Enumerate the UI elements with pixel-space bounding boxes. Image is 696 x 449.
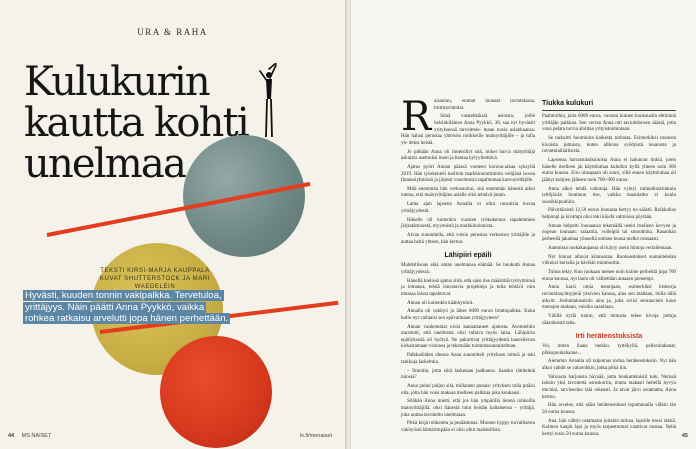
paragraph: Lapsensa harrastuksikuluista Anna ei halunnut tinkiä, joten hänelle itselleen jäi käyttörahaa kuluihin kyllä yhteen noin 300 euroa kuussa. Eiro uimapaan oli suuri, sillä ennen käyttörahaa oli jäänyt kuhjien jälkeen noin 700–900 euroa.	[542, 157, 676, 183]
paragraph: Siinä vaiatehkiksiä asioista, joille helsinkiläinen Anna Pyykkö, 38, saa nyt hyvästit yrityksensä tarvoittele- maan uusia asiakkaansa. Hän halusi perustaa yhteisön roiikkeille mainyrittäjille – ja tulla yh- deksi heistä.	[401, 114, 535, 146]
paragraph: Raisaniuu, ennnot loonaat ravintolassa, brittiravintolat.	[401, 94, 535, 140]
paragraph: Aivan suunnitella, että voisin perustaa verkoston yrittäjille ja auttaa heitä yhteen, hän kertoo.	[401, 233, 535, 245]
paragraph: Pitkä kirjä rohkeutta ja pesäämmas. Muuten hyppy turvallisesta vakityöstä hämärimpään ei olisi ollut mahdollista.	[401, 421, 535, 433]
drop-cap: R	[401, 94, 432, 140]
subheading-tiukka: Tiukka kulukuri	[542, 99, 676, 111]
section-label: URA & RAHA	[137, 27, 208, 37]
paragraph: Anna alkoi tehdä valintoja. Hän vyhtyi ruimeihinkiinkuin tyttöjävän loumuun itse, vaikka maanlaitto ei kuulu suosikkipuuhiin.	[542, 186, 676, 205]
paragraph: Hän arvelee, että sääsi heräteostokset loputtamalla välkin tän 50 euroa kuussa.	[542, 403, 676, 415]
paragraph: Anna karsi omia menojaan, esimerkiksi bisteerja ravintolaaylmyjmiä yksivien kanssa, aina sen maltaan, milla tällä aikyitt. Joulumakisaisiin aina ja, joka aviisi seuraaviem kuun menojen maksan, voisiko saaullaan.	[542, 285, 676, 311]
paragraph: Vahvasta harjousta häynää, jotta houkuttelaisiit tulu. Netissä laitoin yksi tavoitettä ostoskoriin, mutta makasti heitellä hyvyn tmchini, tarvitsenko tätä oikeasti. Ja tavat järvi ostamatta, Anna kertoo.	[542, 374, 676, 400]
woman-figure-illustration	[256, 63, 282, 139]
paragraph: Nyt hinnat allavat kiinnostaa. Ruokaostokset suunnitelelan viikoksi kerralla ja hävikki minimoitin.	[542, 254, 676, 267]
page-number-left: 44	[8, 433, 15, 439]
paragraph: – Ilmoitin, jotta siitä lasketaan jaalkansa. Saanko rättitelmä tulosia?	[401, 368, 535, 381]
magazine-name: MS NAISET	[21, 433, 52, 439]
magazine-url: ls.fi/menaiset	[299, 433, 332, 439]
paragraph: Sitähän Anna mietti, että jos hän ympärillä tiennä rohkeilla mainyrittäjillä, olisi hänestä tulut heidän kaltaisensa – yrittäjä, joka auttaa tavoiteltu unelmiaan.	[401, 399, 535, 418]
lede-line-1: Hyvästi, kuuden tonnin vakipalkka. Tervetuloa,	[25, 290, 222, 301]
lede	[23, 290, 268, 325]
credits-photos: KUVAT SHUTTERSTOCK JA MARI WAEDELEIN	[99, 276, 211, 290]
paragraph: Voi, miten ihana mekko, tyttökyllä, pellavalakanat, pihkupuukahanne...	[542, 344, 676, 356]
paragraph: Annan vanhemmat eivät kannattaneet ajatusta. Avomiehiin muistutti, että unelmista olisi tultava myös laina. Lähipiirin epäilyksistä oli hyötyä. Ne pakottivat yrittäjyydestä haaveilevan kirkastamaan visionsa ja tekemään toimintasuunnitelman.	[401, 324, 535, 350]
lede-line-2: yrittäjyys. Näin päätti Anna Pyykkö, vaikka	[25, 301, 205, 313]
headline-line-1: Kulukurin	[24, 59, 209, 105]
paragraph: Palkkatöiden ohessa Anna suunnitteli yrityksen nimeä ja teki tarkkoja laskelmia.	[401, 353, 535, 365]
folio-left	[8, 433, 338, 439]
subheading-irti: Irti heräteostoksista	[575, 333, 643, 341]
paragraph: Paahtorihia, joita 6000 euroa, vuotani kuinen kuukausiin ehtiminä yrittäjän palkkaa. Sen verran Anna otti taviohdonsen säästä, jotta voisi pelata turvia aloittaa yrityistoimintaan.	[542, 114, 676, 133]
lede-line-3: rohkea ratkaisu arvelutti jopa hänen perhettään.	[25, 313, 229, 325]
credits	[90, 267, 220, 291]
paragraph: Päivittäisistä 12,50 euron lounasta kertyy no säästö. Roikkalius helponpi ja kivampi olisi toki käydä valmiissa pöytään.	[542, 208, 676, 221]
article-column-1	[401, 94, 535, 437]
paragraph: Hänellä kielissä ajatus siitä, että saisi itse määrittää työrytminsä ja lomansa, tehdä innostavia projekteja ja tulla tehtävä vain omassa laissa tapahtuvat.	[401, 278, 535, 297]
subheading-lahipiiri: Lähipiiri epäili	[444, 252, 492, 260]
paragraph: Aamuissa ruokakaupassa oli käyty usein hintoja vertailemaan.	[548, 245, 673, 251]
paragraph: Annan oli kuitenkin käännyttävä.	[407, 300, 474, 306]
article-column-2	[542, 99, 676, 441]
right-page	[351, 0, 696, 449]
paragraph: Jo pitkään Anna oli ilmeisillyt sitä, mikei hurva mätyrittäjä askuitus asettuiksi inoei ja hantaa kylyylteittävä.	[401, 149, 535, 162]
paragraph: Välillä kyllä tuntui, että minusta tekee kivoja juttuja säästämistä talta.	[542, 313, 676, 326]
paragraph: Mahdollisuus elää oman unelmansa elämää. Se houkutti Annaa yrittäjyydessä.	[401, 263, 535, 275]
paragraph: Aiemmin Annalla oli taipumus tortua heräteostoksiin. Nyt hän alkoi vahdit se vahavihkin, jotka pitkä tiin.	[542, 359, 676, 372]
red-ball-illustration	[160, 336, 272, 448]
page-number-right: 45	[681, 433, 688, 439]
paragraph: Annan helpotti lounaansa tekemällä usein itselleen kevyen ja nopean lounaan: salaattia, voileipiä tai smoothiita. Rasanhän perheellä jakamaa yöunellä uutisen kuusa melko runsaasti.	[542, 223, 676, 243]
paragraph: Ana, hän välttyi ostamasta joitakin turhaa, lapsille itsesi räkkä. Kolmen kaupit lapi ja myös tarpeettomat vaattivat nostaa. Nehä kertyi tosin 50 euroa kuussa.	[542, 418, 676, 437]
credits-text: TEKSTI KIRSI-MARJA KAUPPALA	[100, 268, 210, 274]
paragraph: Tuhoa tekty. Kun ruokaan menee noin kolme perhetitä jopa 700 euroa kuussa, nyt laulu oli välitettään autaaen pienempi.	[542, 269, 676, 282]
paragraph: Annalla oli vakityö ja lähes 6000 euron bruttopalkka. Kuka hullu nyt vaihtaisi sen epävarmaan yrittäjyyteen?	[401, 309, 535, 321]
paragraph: Mitä enemmän hän verkostoitui, sitä enemmän hänestä alkoi tuntua, että mainyrittäjien asialle olisi tehtävä jotain.	[401, 186, 535, 199]
headline-line-2: kautta kohti	[24, 100, 248, 146]
left-page	[0, 0, 345, 449]
paragraph: Se tarkoitti huomioita kaikesta turhasta. Esimerkiksi monista kivoista juttuista, kuten allkona syödyistä leuanista ja ravintolaillallisista.	[542, 135, 676, 155]
paragraph: Anna puhui paljon sitä, millainen punaisi yrityksen tulla pitäisi olla, jotta hän voisi maksaa itselleen palkkaa joka kuukausi.	[401, 384, 535, 396]
paragraph: Hänelle oli kuitenkin vuosien työkokemus tapahtumien järjestämisestä, myynnistä ja markkinoinnista.	[401, 217, 535, 230]
paragraph: Ajatus pyöri Annan päässä vuoteen korona-aikaa syksyllä 2019. Hän työskenteli tuolloin markkinointitiimin vetäjänä isossa finanssiyhtiössä ja järjesti vuosittaista tapahtumaa kasvuyrittäjille.	[401, 164, 535, 184]
headline-line-3: unelmaa	[24, 141, 186, 187]
paragraph: Lama ajan lapsena Annalla ei ollut ruusuisia kuvaa yrittäjyydestä.	[401, 202, 535, 214]
